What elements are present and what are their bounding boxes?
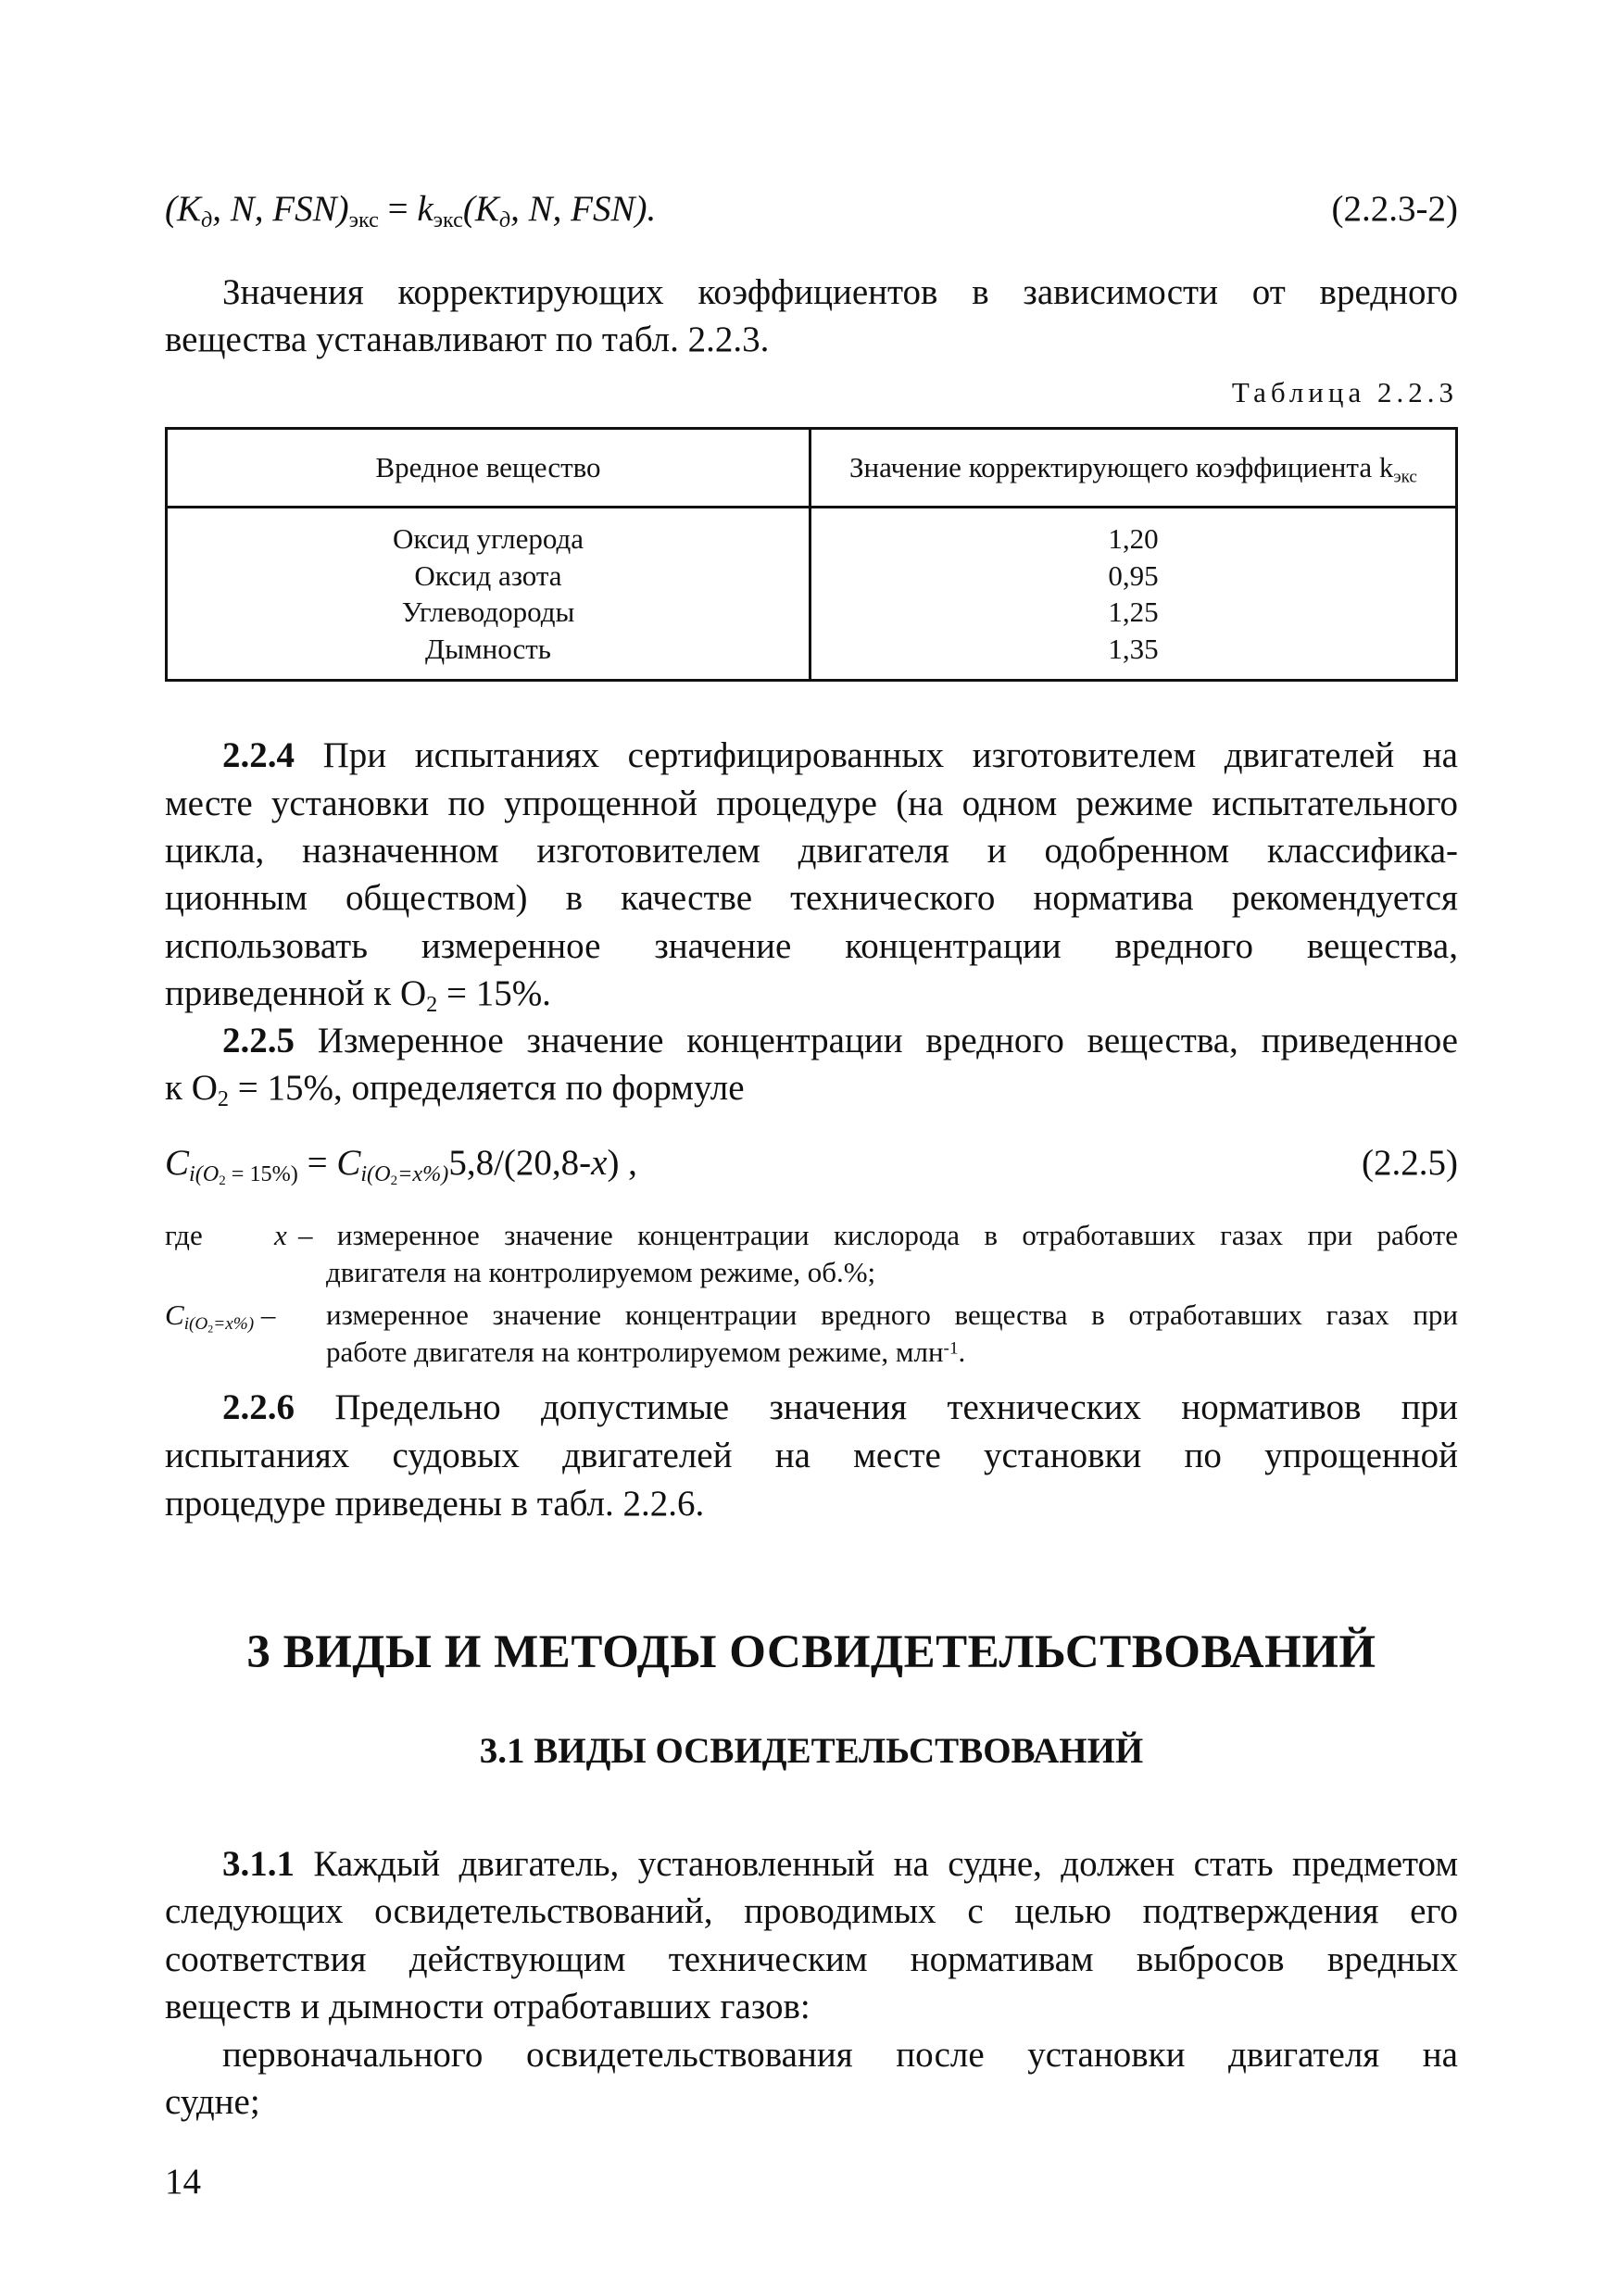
formula-2-2-5-number: (2.2.5) <box>1362 1143 1458 1183</box>
formula-2-2-3-2: ($K_д$, N, $FSN)_{экс} = k_{экс}(K_д$, N, FSN). <box>165 189 657 232</box>
table-cell-substance: Оксид азота <box>414 558 562 592</box>
intro-line-1: Значения корректирующих коэффициентов в зависимости от вредного <box>222 272 1458 312</box>
sec-311-line-1: 3.1.1 Каждый двигатель, установленный на судне, должен стать предметом <box>222 1844 1458 1884</box>
where-c-line-1: измеренное значение концентрации вредного вещества в отработавших газах при <box>326 1299 1458 1331</box>
sec-224-line-1: 2.2.4 При испытаниях сертифицированных изготовителем двигателей на <box>222 735 1458 775</box>
table-caption: Таблица 2.2.3 <box>1231 376 1458 408</box>
table-col-values <box>810 508 1457 681</box>
sec-224-line-5: использовать измеренное значение концентрации вредного вещества, <box>165 926 1458 966</box>
where-x-line-1: – измеренное значение концентрации кислорода в отработавших газах при работе <box>298 1219 1458 1251</box>
page-number: 14 <box>165 2162 201 2202</box>
intro-line-2: вещества устанавливают по табл. 2.2.3. <box>165 320 770 359</box>
sec-226-line-3: процедуре приведены в табл. 2.2.6. <box>165 1484 705 1524</box>
table-header-substance: Вредное вещество <box>167 429 810 508</box>
table-cell-value: 1,25 <box>1108 596 1159 628</box>
sec-224-line-4: ционным обществом) в качестве технического норматива рекомендуется <box>165 878 1458 918</box>
where-x-line-2: двигателя на контролируемом режиме, об.%; <box>326 1256 876 1288</box>
formula-2-2-5: $C_{i(O_2 = 15\%)} = C_{i(O_2=x\%)}5,8/(20,8-x)$ , <box>165 1143 637 1188</box>
table-cell-value: 1,35 <box>1108 632 1159 665</box>
where-label: где <box>165 1219 203 1251</box>
sec-224-line-3: цикла, назначенном изготовителем двигателя и одобренном классифика- <box>165 831 1458 871</box>
table-cell-substance: Оксид углерода <box>392 522 584 555</box>
sec-225-line-2: к $O_2 = 15\%$, определяется по формуле <box>165 1068 745 1111</box>
sec-224-line-2: месте установки по упрощенной процедуре (на одном режиме испытательного <box>165 784 1458 823</box>
sec-225-line-1: 2.2.5 Измеренное значение концентрации вредного вещества, приведенное <box>222 1021 1458 1060</box>
sec-311-line-4: веществ и дымности отработавших газов: <box>165 1987 810 2026</box>
formula-number: (2.2.3-2) <box>1331 189 1458 229</box>
where-c-line-2: работе двигателя на контролируемом режиме, млн$^{-1}$. <box>326 1336 966 1368</box>
table-cell-value: 1,20 <box>1108 522 1159 555</box>
table-cell-substance: Дымность <box>425 632 551 665</box>
section-title: 3.1 ВИДЫ ОСВИДЕТЕЛЬСТВОВАНИЙ <box>479 1731 1144 1771</box>
table-cell-value: 0,95 <box>1108 558 1159 592</box>
sec-226-line-1: 2.2.6 Предельно допустимые значения технических нормативов при <box>222 1387 1458 1427</box>
table-col-substances <box>167 508 810 681</box>
sec-311-line-5: первоначального освидетельствования после установки двигателя на <box>222 2035 1458 2075</box>
coefficients-table <box>165 427 1458 682</box>
sec-226-line-2: испытаниях судовых двигателей на месте установки по упрощенной <box>165 1436 1458 1475</box>
where-x-symbol: x <box>274 1219 287 1251</box>
where-c-symbol: $C_{i(O_2=x\%)}$ – <box>165 1299 276 1336</box>
sec-311-line-3: соответствия действующим техническим нормативам выбросов вредных <box>165 1939 1458 1979</box>
table-cell-substance: Углеводороды <box>401 596 575 628</box>
chapter-title: 3 ВИДЫ И МЕТОДЫ ОСВИДЕТЕЛЬСТВОВАНИЙ <box>246 1626 1376 1678</box>
table-header-coefficient: Значение корректирующего коэффициента $k_{экс}$ <box>810 429 1457 508</box>
sec-311-line-6: судне; <box>165 2082 260 2122</box>
sec-311-line-2: следующих освидетельствований, проводимых с целью подтверждения его <box>165 1891 1458 1931</box>
sec-224-line-6: приведенной к $O_2 = 15\%$. <box>165 973 551 1017</box>
